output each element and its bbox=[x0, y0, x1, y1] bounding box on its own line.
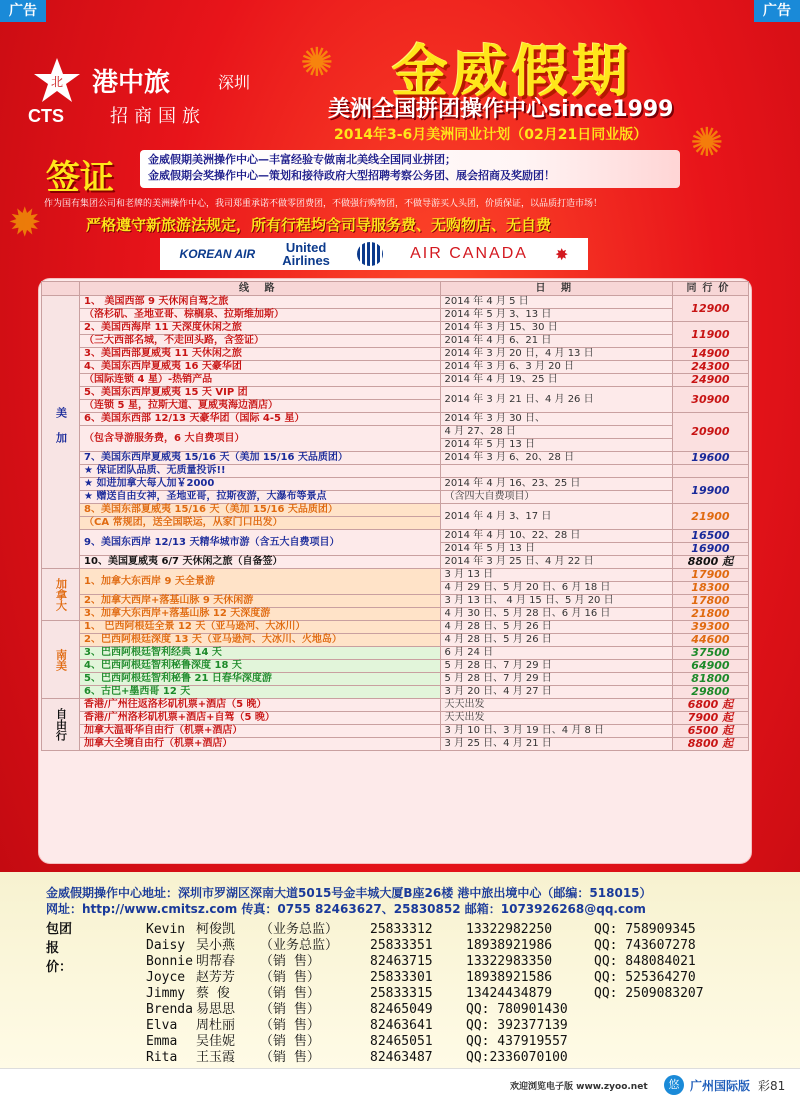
contact-footer bbox=[0, 872, 800, 1068]
table-row: 2、巴西阿根廷深度 13 天（亚马逊河、大冰川、火地岛） 4 月 28 日、5 月 26 日 44600 bbox=[42, 634, 749, 647]
notice-text: 作为国有集团公司和老牌的美洲操作中心，我司郑重承诺不做零团费团，不做强行购物团，不做导游买人头团，价质保证，以品质打造市场！ bbox=[44, 199, 603, 209]
table-row: 5、巴西阿根廷智利秘鲁 21 日春华深度游 5 月 28 日、7 月 29 日 81800 bbox=[42, 673, 749, 686]
visa-heading: 签证 bbox=[46, 158, 114, 198]
contact-row: Emma 吴佳妮 （销 售） 82465051 QQ: 437919557 bbox=[146, 1034, 568, 1049]
table-row: 4、美国东西岸夏威夷 16 天豪华团 2014 年 3 月 6、3 月 20 日 24300 bbox=[42, 361, 749, 374]
visa-line-1: 金威假期美洲操作中心—丰富经验专做南北美线全国同业拼团； bbox=[148, 153, 456, 166]
svg-text:北: 北 bbox=[50, 75, 64, 89]
contact-row: Bonnie 明帮春 （销 售） 82463715 13322983350 QQ: 848084021 bbox=[146, 954, 696, 969]
table-row: （包含导游服务费，6 大自费项目） 4 月 27、28 日 bbox=[42, 426, 749, 439]
logo-dept: 招商国旅 bbox=[110, 106, 206, 127]
contact-row: Rita 王玉霞 （销 售） 82463487 QQ:2336070100 bbox=[146, 1050, 568, 1065]
region-free-travel: 自由行 bbox=[42, 699, 80, 751]
table-row: 香港/广州洛杉矶机票+酒店+自驾（5 晚） 天天出发 7900 起 bbox=[42, 712, 749, 725]
table-row: 9、美国东西岸 12/13 天精华城市游（含五大自费项目） 2014 年 4 月 10、22、28 日 16500 bbox=[42, 530, 749, 543]
table-row: 4 月 29 日、5 月 20 日、6 月 18 日 18300 bbox=[42, 582, 749, 595]
region-usca: 美加 bbox=[42, 296, 80, 569]
table-row: 南美 1、 巴西阿根廷全景 12 天（亚马逊河、大冰川） 4 月 28 日、5 月 26 日 39300 bbox=[42, 621, 749, 634]
table-row: （洛杉矶、圣地亚哥、棕榈泉、拉斯维加斯） 2014 年 5 月 3、13 日 bbox=[42, 309, 749, 322]
cts-logo bbox=[22, 56, 282, 136]
table-row: ★ 赠送自由女神，圣地亚哥，拉斯夜游，大瀑布等景点 （含四大自费项目） bbox=[42, 491, 749, 504]
firework-decoration: ✺ bbox=[300, 40, 334, 86]
logo-name: 港中旅 bbox=[92, 68, 171, 98]
table-row: 2、美国西海岸 11 天深度休闲之旅 2014 年 3 月 15、30 日 11900 bbox=[42, 322, 749, 335]
table-row: 3、加拿大东西岸+落基山脉 12 天深度游 4 月 30 日、5 月 28 日、6 月 16 日 21800 bbox=[42, 608, 749, 621]
table-row: 加拿大全境自由行（机票+酒店） 3 月 25 日、4 月 21 日 8800 起 bbox=[42, 738, 749, 751]
contact-row: Jimmy 蔡 俊 （销 售） 25833315 13424434879 QQ: 2509083207 bbox=[146, 986, 704, 1001]
logo-city: 深圳 bbox=[218, 73, 251, 92]
table-row: ★ 如进加拿大每人加￥2000 2014 年 4 月 16、23、25 日 19900 bbox=[42, 478, 749, 491]
globe-icon bbox=[357, 242, 383, 266]
header-price: 同行价 bbox=[672, 282, 748, 296]
table-row: 8、美国东部夏威夷 15/16 天（美加 15/16 天品质团） 2014 年 4 月 3、17 日 21900 bbox=[42, 504, 749, 517]
firework-decoration: ✺ bbox=[690, 120, 724, 166]
contact-label: 包团报价： bbox=[46, 922, 73, 975]
web-contact-line: 网址：http://www.cmitsz.com 传真：0755 82463627、25830852 邮箱：1073926268@qq.com bbox=[46, 902, 646, 916]
table-row: 自由行 香港/广州往返洛杉矶机票+酒店（5 晚） 天天出发 6800 起 bbox=[42, 699, 749, 712]
itinerary-table bbox=[38, 278, 752, 864]
maple-leaf-icon: ✸ bbox=[555, 244, 569, 264]
contact-row: Kevin 柯俊凯 （业务总监） 25833312 13322982250 QQ: 758909345 bbox=[146, 922, 696, 937]
header-date: 日 期 bbox=[440, 282, 672, 296]
brand-subtitle: 美洲全国拼团操作中心since1999 bbox=[328, 97, 674, 122]
table-row: 加拿大温哥华自由行（机票+酒店） 3 月 10 日、3 月 19 日、4 月 8 日 6500 起 bbox=[42, 725, 749, 738]
office-address: 金威假期操作中心地址：深圳市罗湖区深南大道5015号金丰城大厦B座26楼 港中旅出境中心（邮编：518015） bbox=[46, 886, 652, 900]
region-canada: 加拿大 bbox=[42, 569, 80, 621]
ad-label-left: 广告 bbox=[0, 0, 46, 22]
table-row: 3、巴西阿根廷智利经典 14 天 6 月 24 日 37500 bbox=[42, 647, 749, 660]
table-row: ★ 保证团队品质、无质量投诉!! bbox=[42, 465, 749, 478]
region-south-america: 南美 bbox=[42, 621, 80, 699]
table-row: 2014 年 5 月 13 日 16900 bbox=[42, 543, 749, 556]
strict-slogan: 严格遵守新旅游法规定，所有行程均含司导服务费、无购物店、无自费 bbox=[86, 216, 552, 234]
table-row: （连锁 5 星，拉斯大道、夏威夷海边酒店） bbox=[42, 400, 749, 413]
table-row: （国际连锁 4 星）-热销产品 2014 年 4 月 19、25 日 24900 bbox=[42, 374, 749, 387]
contact-row: Daisy 吴小燕 （业务总监） 25833351 18938921986 QQ: 743607278 bbox=[146, 938, 696, 953]
visa-line-2: 金威假期会奖操作中心—策划和接待政府大型招聘考察公务团、展会招商及奖励团！ bbox=[148, 169, 555, 182]
air-canada-logo: AIR CANADA bbox=[410, 245, 528, 262]
header-route: 线 路 bbox=[80, 282, 441, 296]
page-footer-strip bbox=[0, 1068, 800, 1100]
contact-row: Brenda 易思思 （销 售） 82465049 QQ: 780901430 bbox=[146, 1002, 568, 1017]
table-row: 美加 1、 美国西部 9 天休闲自驾之旅 2014 年 4 月 5 日 12900 bbox=[42, 296, 749, 309]
table-row: 6、美国东西部 12/13 天豪华团（国际 4-5 星） 2014 年 3 月 30 日、 20900 bbox=[42, 413, 749, 426]
table-row: 2、加拿大西岸+落基山脉 9 天休闲游 3 月 13 日、 4 月 15 日、5 月 20 日 17800 bbox=[42, 595, 749, 608]
browse-text: 欢迎浏览电子版 www.zyoo.net bbox=[510, 1082, 648, 1092]
table-row: （CA 常规团，送全国联运，从家门口出发） bbox=[42, 517, 749, 530]
table-row: 2014 年 5 月 13 日 bbox=[42, 439, 749, 452]
table-corner bbox=[42, 282, 80, 296]
table-row: 6、古巴+墨西哥 12 天 3 月 20 日、4 月 27 日 29800 bbox=[42, 686, 749, 699]
plan-title: 2014年3-6月美洲同业计划（02月21日同业版） bbox=[334, 127, 648, 143]
star-logo-icon bbox=[32, 56, 82, 106]
united-logo: United Airlines bbox=[282, 240, 330, 268]
table-row: 5、美国东西岸夏威夷 15 天 VIP 团 2014 年 3 月 21 日、4 月 26 日 30900 bbox=[42, 387, 749, 400]
table-row: 4、巴西阿根廷智利秘鲁深度 18 天 5 月 28 日、7 月 29 日 64900 bbox=[42, 660, 749, 673]
table-row: （三大西部名城，不走回头路，含签证） 2014 年 4 月 6、21 日 bbox=[42, 335, 749, 348]
table-row: 10、美国夏威夷 6/7 天休闲之旅（自备签） 2014 年 3 月 25 日、4 月 22 日 8800 起 bbox=[42, 556, 749, 569]
table-row: 加拿大 1、加拿大东西岸 9 天全景游 3 月 13 日 17900 bbox=[42, 569, 749, 582]
firework-decoration: ✹ bbox=[8, 200, 42, 246]
contact-row: Joyce 赵芳芳 （销 售） 25833301 18938921586 QQ: 525364270 bbox=[146, 970, 696, 985]
brand-title: 金威假期 bbox=[392, 39, 632, 105]
table-row: 7、美国东西岸夏威夷 15/16 天（美加 15/16 天品质团） 2014 年 3 月 6、20、28 日 19600 bbox=[42, 452, 749, 465]
page-number: 彩81 bbox=[758, 1079, 786, 1093]
airline-logos bbox=[160, 238, 588, 270]
visa-banner bbox=[140, 150, 680, 188]
korean-air-logo: KOREAN AIR bbox=[179, 247, 256, 261]
ad-label-right: 广告 bbox=[754, 0, 800, 22]
contact-row: Elva 周杜丽 （销 售） 82463641 QQ: 392377139 bbox=[146, 1018, 568, 1033]
logo-cts: CTS bbox=[28, 106, 64, 126]
table-row: 3、美国西部夏威夷 11 天休闲之旅 2014 年 3 月 20 日，4 月 13 日 14900 bbox=[42, 348, 749, 361]
zyoo-logo-icon: 悠 bbox=[664, 1075, 684, 1095]
edition-name: 广州国际版 bbox=[690, 1079, 751, 1093]
